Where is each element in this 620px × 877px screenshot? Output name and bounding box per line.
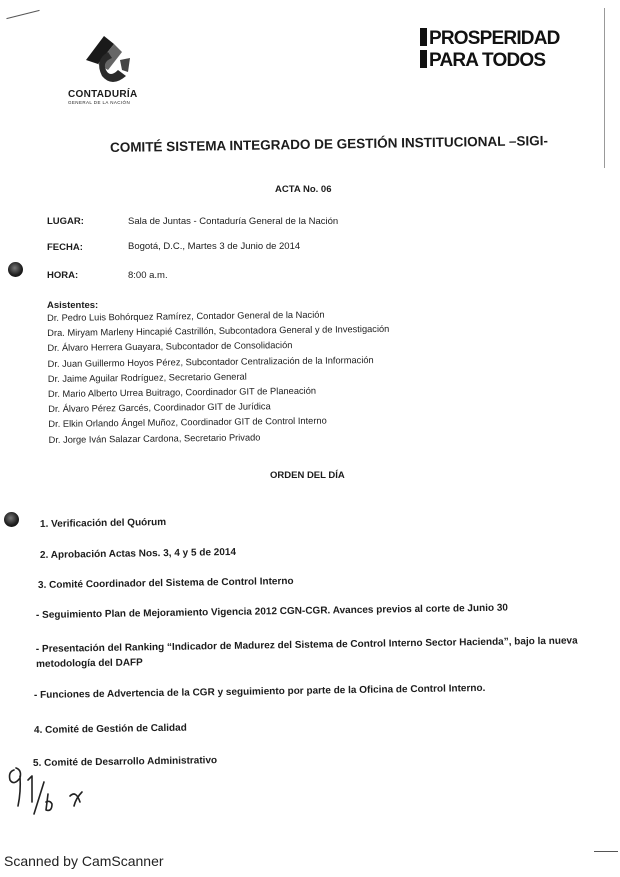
- logo-text: CONTADURÍA: [68, 89, 138, 100]
- scan-artifact-line: [6, 10, 39, 19]
- fecha-value: Bogotá, D.C., Martes 3 de Junio de 2014: [128, 241, 301, 252]
- slogan-bar: [420, 28, 427, 46]
- agenda-item: - Seguimiento Plan de Mejoramiento Vigencia 2012 CGN-CGR. Avances previos al corte de Junio 30: [35, 602, 509, 621]
- document-title: COMITÉ SISTEMA INTEGRADO DE GESTIÓN INSTITUCIONAL –SIGI-: [109, 133, 549, 155]
- handwritten-signature: [4, 762, 114, 822]
- scan-edge-mark: [604, 8, 605, 168]
- fecha-label: FECHA:: [47, 242, 83, 253]
- attendees-title: Asistentes:: [47, 300, 99, 311]
- attendee-item: Dr. Álvaro Pérez Garcés, Coordinador GIT de Jurídica: [48, 401, 271, 415]
- slogan-line2: PARA TODOS: [429, 50, 546, 71]
- agenda-title: ORDEN DEL DÍA: [270, 470, 345, 481]
- attendee-item: Dr. Jaime Aguilar Rodríguez, Secretario General: [47, 371, 247, 384]
- scanner-footer: Scanned by CamScanner: [4, 853, 164, 869]
- slogan-line1: PROSPERIDAD: [429, 28, 560, 49]
- agenda-item: 2. Aprobación Actas Nos. 3, 4 y 5 de 2014: [39, 546, 237, 561]
- attendees-list: [47, 307, 391, 448]
- attendee-item: Dr. Jorge Iván Salazar Cardona, Secretario Privado: [48, 432, 261, 445]
- agenda-item: 3. Comité Coordinador del Sistema de Control Interno: [37, 575, 294, 591]
- attendee-item: Dra. Miryam Marleny Hincapié Castrillón, Subcontadora General y de Investigación: [47, 324, 390, 339]
- acta-number: ACTA No. 06: [275, 184, 332, 195]
- lugar-label: LUGAR:: [47, 216, 84, 227]
- attendee-item: Dr. Juan Guillermo Hoyos Pérez, Subcontador Centralización de la Información: [47, 354, 374, 369]
- agenda-item: - Funciones de Advertencia de la CGR y seguimiento por parte de la Oficina de Control Interno.: [33, 682, 486, 701]
- agenda-item: 4. Comité de Gestión de Calidad: [33, 722, 187, 736]
- agenda-item: 5. Comité de Desarrollo Administrativo: [32, 755, 218, 769]
- slogan: [420, 28, 560, 72]
- contaduria-emblem-icon: [64, 30, 156, 92]
- agenda-item: - Presentación del Ranking “Indicador de Madurez del Sistema de Control Interno Sector Hacienda”, bajo la nueva metodología del DAFP: [35, 635, 578, 670]
- attendee-item: Dr. Mario Alberto Urrea Buitrago, Coordinador GIT de Planeación: [47, 385, 317, 400]
- slogan-bar: [420, 50, 427, 68]
- hora-value: 8:00 a.m.: [128, 270, 168, 281]
- logo-subtext: GENERAL DE LA NACIÓN: [68, 100, 131, 105]
- hora-label: HORA:: [47, 270, 79, 281]
- attendee-item: Dr. Álvaro Herrera Guayara, Subcontador de Consolidación: [47, 340, 293, 354]
- attendee-item: Dr. Pedro Luis Bohórquez Ramírez, Contador General de la Nación: [47, 309, 325, 323]
- agenda-item: 1. Verificación del Quórum: [39, 517, 167, 530]
- lugar-value: Sala de Juntas - Contaduría General de la Nación: [128, 216, 339, 227]
- scan-artifact-line: [594, 851, 618, 852]
- punch-hole: [4, 512, 19, 527]
- punch-hole: [8, 262, 23, 277]
- attendee-item: Dr. Elkin Orlando Ángel Muñoz, Coordinador GIT de Control Interno: [48, 416, 327, 430]
